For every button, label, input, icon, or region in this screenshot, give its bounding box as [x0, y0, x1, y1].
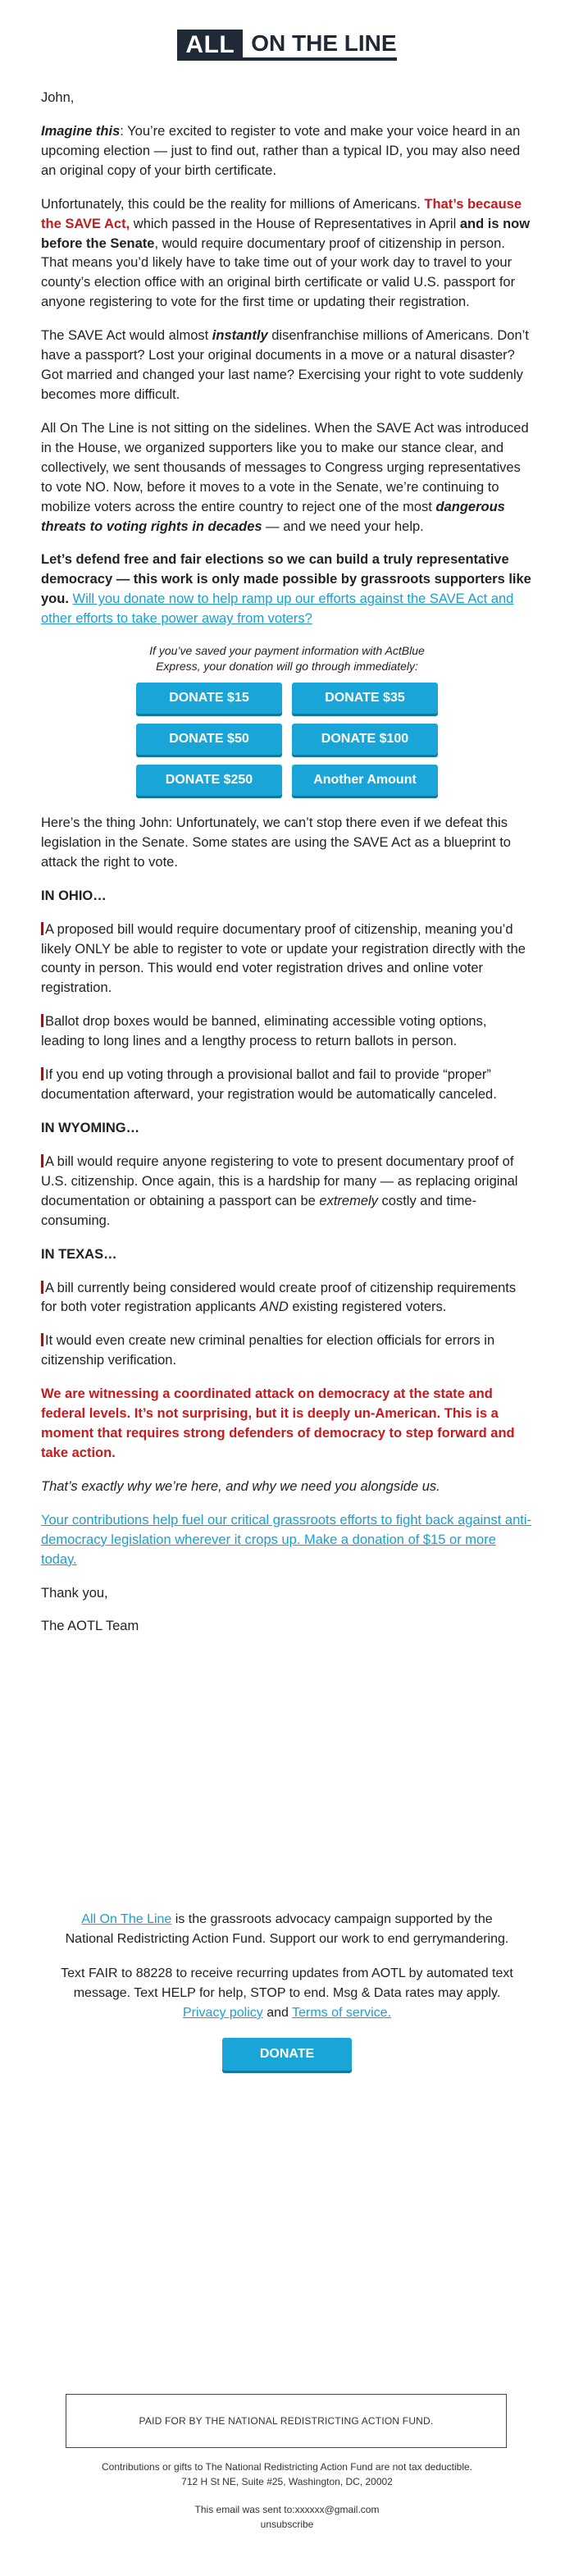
paragraph-blueprint: Here’s the thing John: Unfortunately, we can’t stop there even if we defeat this legislation in the Senate. Some states are using the SAVE Act as a blueprint to attack the right to vote. — [41, 815, 511, 870]
footer — [0, 1910, 574, 2071]
disenfranchise-emphasis: instantly — [212, 328, 268, 344]
texas-item-2 — [41, 1331, 533, 1371]
save-act-text-b: which passed in the House of Representatives in April — [130, 216, 460, 231]
bullet-bar-icon — [41, 1333, 43, 1346]
wyoming-text-b: costly and time-consuming. — [41, 1193, 477, 1228]
paragraph-coordinated-attack: We are witnessing a coordinated attack on democracy at the state and federal levels. It’s not surprising, but it is deeply un-American. This is a moment that requires strong defenders of democracy to step forward and take action. — [41, 1386, 515, 1460]
bullet-bar-icon — [41, 1154, 43, 1167]
contribute-link[interactable]: Your contributions help fuel our critical grassroots efforts to fight back against anti-democracy legislation wherever it crops up. Make a donation of $15 or more today. — [41, 1512, 531, 1567]
ohio-item-2-text: Ballot drop boxes would be banned, eliminating accessible voting options, leading to long lines and a lengthy process to return ballots in person. — [41, 1014, 487, 1049]
donate-250-button[interactable]: DONATE $250 — [136, 765, 282, 796]
donate-35-button[interactable]: DONATE $35 — [292, 683, 438, 714]
heading-ohio: IN OHIO… — [41, 888, 107, 903]
bullet-bar-icon — [41, 922, 43, 935]
donate-ask-link[interactable]: Will you donate now to help ramp up our efforts against the SAVE Act and other efforts to take power away from voters? — [41, 591, 514, 627]
tax-note: Contributions or gifts to The National Redistricting Action Fund are not tax deductible. — [101, 2461, 473, 2473]
save-act-text-c: , would require documentary proof of citizenship in person. That means you’d likely have to take time out of your work day to travel to your county’s election office with an original birth certificate or valid U.S. passport for anyone registering to vote for the first time or updating their registration. — [41, 235, 516, 310]
mobilize-emphasis: dangerous threats to voting rights in decades — [41, 499, 505, 534]
save-act-red: That’s because the SAVE Act, — [41, 196, 522, 231]
footer-donate-button[interactable]: DONATE — [222, 2038, 352, 2071]
actblue-note: If you’ve saved your payment information with ActBlue Express, your donation will go through immediately: — [149, 644, 425, 674]
paragraph-mobilize — [41, 419, 533, 537]
heading-texas: IN TEXAS… — [41, 1246, 117, 1262]
mobilize-text-b: — and we need your help. — [262, 518, 424, 534]
terms-link[interactable]: Terms of service. — [292, 2006, 392, 2020]
mobilize-text-a: All On The Line is not sitting on the sidelines. When the SAVE Act was introduced in the House, we organized supporters like you to make our stance clear, and collectively, we sent thousands of messages to Congress urging representatives to vote NO. Now, before it moves to a vote in the Senate, we’re continuing to mobilize voters across the entire country to reject one of the most — [41, 420, 529, 514]
footer-sms — [57, 1964, 517, 2023]
disenfranchise-text-a: The SAVE Act would almost — [41, 328, 212, 344]
paragraph-ask — [41, 550, 533, 629]
logo-all: ALL — [177, 30, 243, 61]
address: 712 H St NE, Suite #25, Washington, DC, 20002 — [181, 2476, 393, 2487]
paragraph-alongside: That’s exactly why we’re here, and why we need you alongside us. — [41, 1478, 440, 1494]
donate-buttons — [41, 683, 533, 796]
donate-100-button[interactable]: DONATE $100 — [292, 724, 438, 755]
save-act-text-a: Unfortunately, this could be the reality for millions of Americans. — [41, 196, 425, 212]
bullet-bar-icon — [41, 1014, 43, 1027]
paragraph-imagine — [41, 122, 533, 181]
greeting: John, — [41, 90, 75, 105]
another-amount-button[interactable]: Another Amount — [292, 765, 438, 796]
sent-to: This email was sent to:xxxxxx@gmail.com — [194, 2504, 380, 2515]
sms-and: and — [262, 2006, 293, 2020]
ohio-item-3 — [41, 1066, 533, 1105]
ohio-item-1 — [41, 920, 533, 999]
ohio-item-3-text: If you end up voting through a provisional ballot and fail to provide “proper” documentation afterward, your registration would be automatically canceled. — [41, 1067, 497, 1103]
email-body — [0, 61, 574, 1637]
sent-info — [0, 2502, 574, 2532]
imagine-emphasis: Imagine this — [41, 123, 121, 139]
logo-on-the-line: ON THE LINE — [243, 30, 396, 61]
texas-emphasis: AND — [259, 1299, 289, 1315]
footer-about — [57, 1910, 517, 1949]
imagine-text: : You’re excited to register to vote and make your voice heard in an upcoming election — just to find out, rather than a typical ID, you may also need an original copy of your birth certificate. — [41, 123, 521, 178]
wyoming-emphasis: extremely — [319, 1193, 378, 1208]
logo[interactable] — [0, 0, 574, 61]
donate-50-button[interactable]: DONATE $50 — [136, 724, 282, 755]
org-link[interactable]: All On The Line — [81, 1912, 172, 1926]
texas-text-a: A bill currently being considered would create proof of citizenship requirements for both voter registration applicants — [41, 1280, 517, 1315]
bullet-bar-icon — [41, 1067, 43, 1080]
ohio-item-2 — [41, 1012, 533, 1052]
signoff: Thank you, — [41, 1585, 108, 1601]
heading-wyoming: IN WYOMING… — [41, 1120, 140, 1135]
texas-item-1 — [41, 1279, 533, 1318]
paragraph-disenfranchise — [41, 327, 533, 405]
paragraph-save-act — [41, 195, 533, 313]
paid-for-box: PAID FOR BY THE NATIONAL REDISTRICTING ACTION FUND. — [66, 2394, 507, 2448]
footer-about-text: is the grassroots advocacy campaign supported by the National Redistricting Action Fund. Support our work to end gerrymandering. — [65, 1912, 509, 1946]
wyoming-text-a: A bill would require anyone registering to vote to present documentary proof of U.S. citizenship. Once again, this is a hardship for many — as replacing original documentation or obtaining a passport can be — [41, 1153, 518, 1208]
sms-text: Text FAIR to 88228 to receive recurring updates from AOTL by automated text message. Text HELP for help, STOP to end. Msg & Data rates may apply. — [61, 1966, 513, 2000]
ask-bold: Let’s defend free and fair elections so we can build a truly representative democracy — this work is only made possible by grassroots supporters like you. — [41, 552, 531, 607]
ohio-item-1-text: A proposed bill would require documentary proof of citizenship, meaning you’d likely ONLY be able to register to vote or update your registration directly with the county in person. This would end voter registration drives and online voter registration. — [41, 921, 526, 996]
logo-wordmark — [177, 30, 396, 61]
bullet-bar-icon — [41, 1281, 43, 1294]
privacy-policy-link[interactable]: Privacy policy — [182, 2006, 263, 2020]
wyoming-item-1 — [41, 1153, 533, 1231]
fine-print — [0, 2460, 574, 2489]
unsubscribe-link[interactable]: unsubscribe — [260, 2519, 314, 2530]
disenfranchise-text-b: disenfranchise millions of Americans. Don’t have a passport? Lost your original documents in a move or a natural disaster? Got married and changed your last name? Exercising your right to vote suddenly becomes more difficult. — [41, 328, 529, 402]
signature: The AOTL Team — [41, 1619, 139, 1634]
paragraph-contribute — [41, 1511, 533, 1570]
texas-text-b: existing registered voters. — [288, 1299, 447, 1315]
donate-15-button[interactable]: DONATE $15 — [136, 683, 282, 714]
save-act-bold: and is now before the Senate — [41, 216, 531, 251]
texas-item-2-text: It would even create new criminal penalties for election officials for errors in citizenship verification. — [41, 1333, 495, 1368]
